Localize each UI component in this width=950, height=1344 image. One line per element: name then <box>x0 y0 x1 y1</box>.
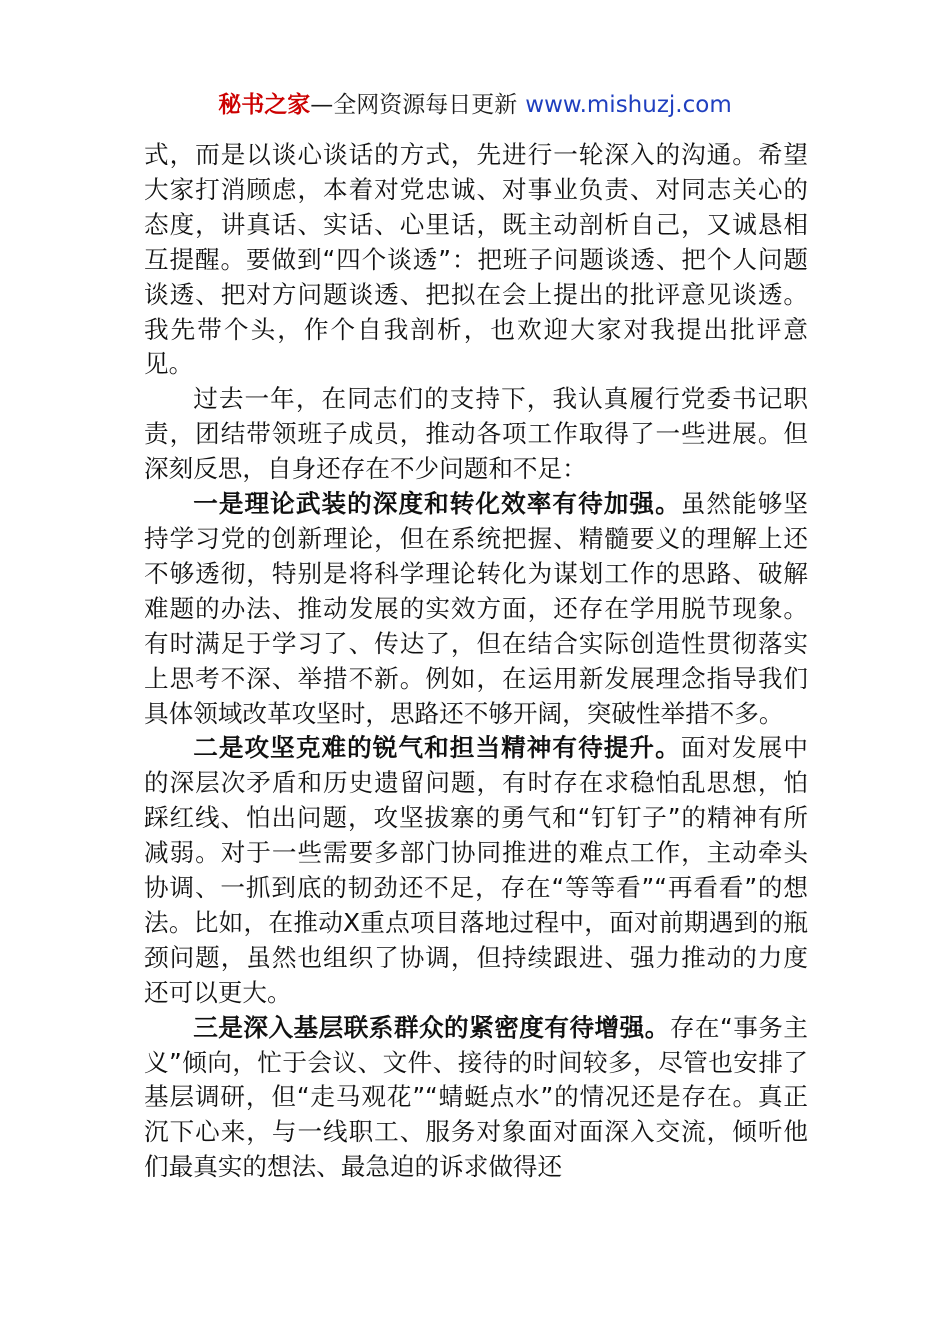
page-header <box>0 88 950 122</box>
paragraph-issue-2 <box>144 731 808 1010</box>
paragraph-issue-3 <box>144 1011 808 1186</box>
site-tagline: —全网资源每日更新 <box>310 92 518 118</box>
site-brand: 秘书之家 <box>218 92 311 118</box>
paragraph-text: 存在“事务主义”倾向，忙于会议、文件、接待的时间较多，尽管也安排了基层调研，但“走马观花”“蜻蜓点水”的情况还是存在。真正沉下心来，与一线职工、服务对象面对面深入交流，倾听他们最真实的想法、最急迫的诉求做得还 <box>144 1012 808 1182</box>
paragraph-lead-heading: 二是攻坚克难的锐气和担当精神有待提升。 <box>193 733 681 763</box>
paragraph-text: 虽然能够坚持学习党的创新理论，但在系统把握、精髓要义的理解上还不够透彻，特别是将科学理论转化为谋划工作的思路、破解难题的办法、推动发展的实效方面，还存在学用脱节现象。有时满足于学习了、传达了，但在结合实际创造性贯彻落实上思考不深、举措不新。例如，在运用新发展理念指导我们具体领域改革攻坚时，思路还不够开阔，突破性举措不多。 <box>144 489 808 728</box>
paragraph-text: 面对发展中的深层次矛盾和历史遗留问题，有时存在求稳怕乱思想，怕踩红线、怕出问题，攻坚拔寨的勇气和“钉钉子”的精神有所减弱。对于一些需要多部门协同推进的难点工作，主动牵头协调、一抓到底的韧劲还不足，存在“等等看”“再看看”的想法。比如，在推动X重点项目落地过程中，面对前期遇到的瓶颈问题，虽然也组织了协调，但持续跟进、强力推动的力度还可以更大。 <box>144 733 808 1007</box>
paragraph-intro <box>144 382 808 487</box>
paragraph-text: 过去一年，在同志们的支持下，我认真履行党委书记职责，团结带领班子成员，推动各项工作取得了一些进展。但深刻反思，自身还存在不少问题和不足： <box>144 384 808 484</box>
site-url-link[interactable]: www.mishuzj.com <box>525 92 732 118</box>
paragraph-lead-heading: 一是理论武装的深度和转化效率有待加强。 <box>193 489 681 519</box>
paragraph-text: 式，而是以谈心谈话的方式，先进行一轮深入的沟通。希望大家打消顾虑，本着对党忠诚、对事业负责、对同志关心的态度，讲真话、实话、心里话，既主动剖析自己，又诚恳相互提醒。要做到“四个谈透”：把班子问题谈透、把个人问题谈透、把对方问题谈透、把拟在会上提出的批评意见谈透。我先带个头，作个自我剖析，也欢迎大家对我提出批评意见。 <box>144 140 808 379</box>
document-body <box>144 138 808 1185</box>
paragraph-issue-1 <box>144 487 808 731</box>
paragraph-lead-heading: 三是深入基层联系群众的紧密度有待增强。 <box>193 1012 670 1042</box>
paragraph-continued <box>144 138 808 382</box>
